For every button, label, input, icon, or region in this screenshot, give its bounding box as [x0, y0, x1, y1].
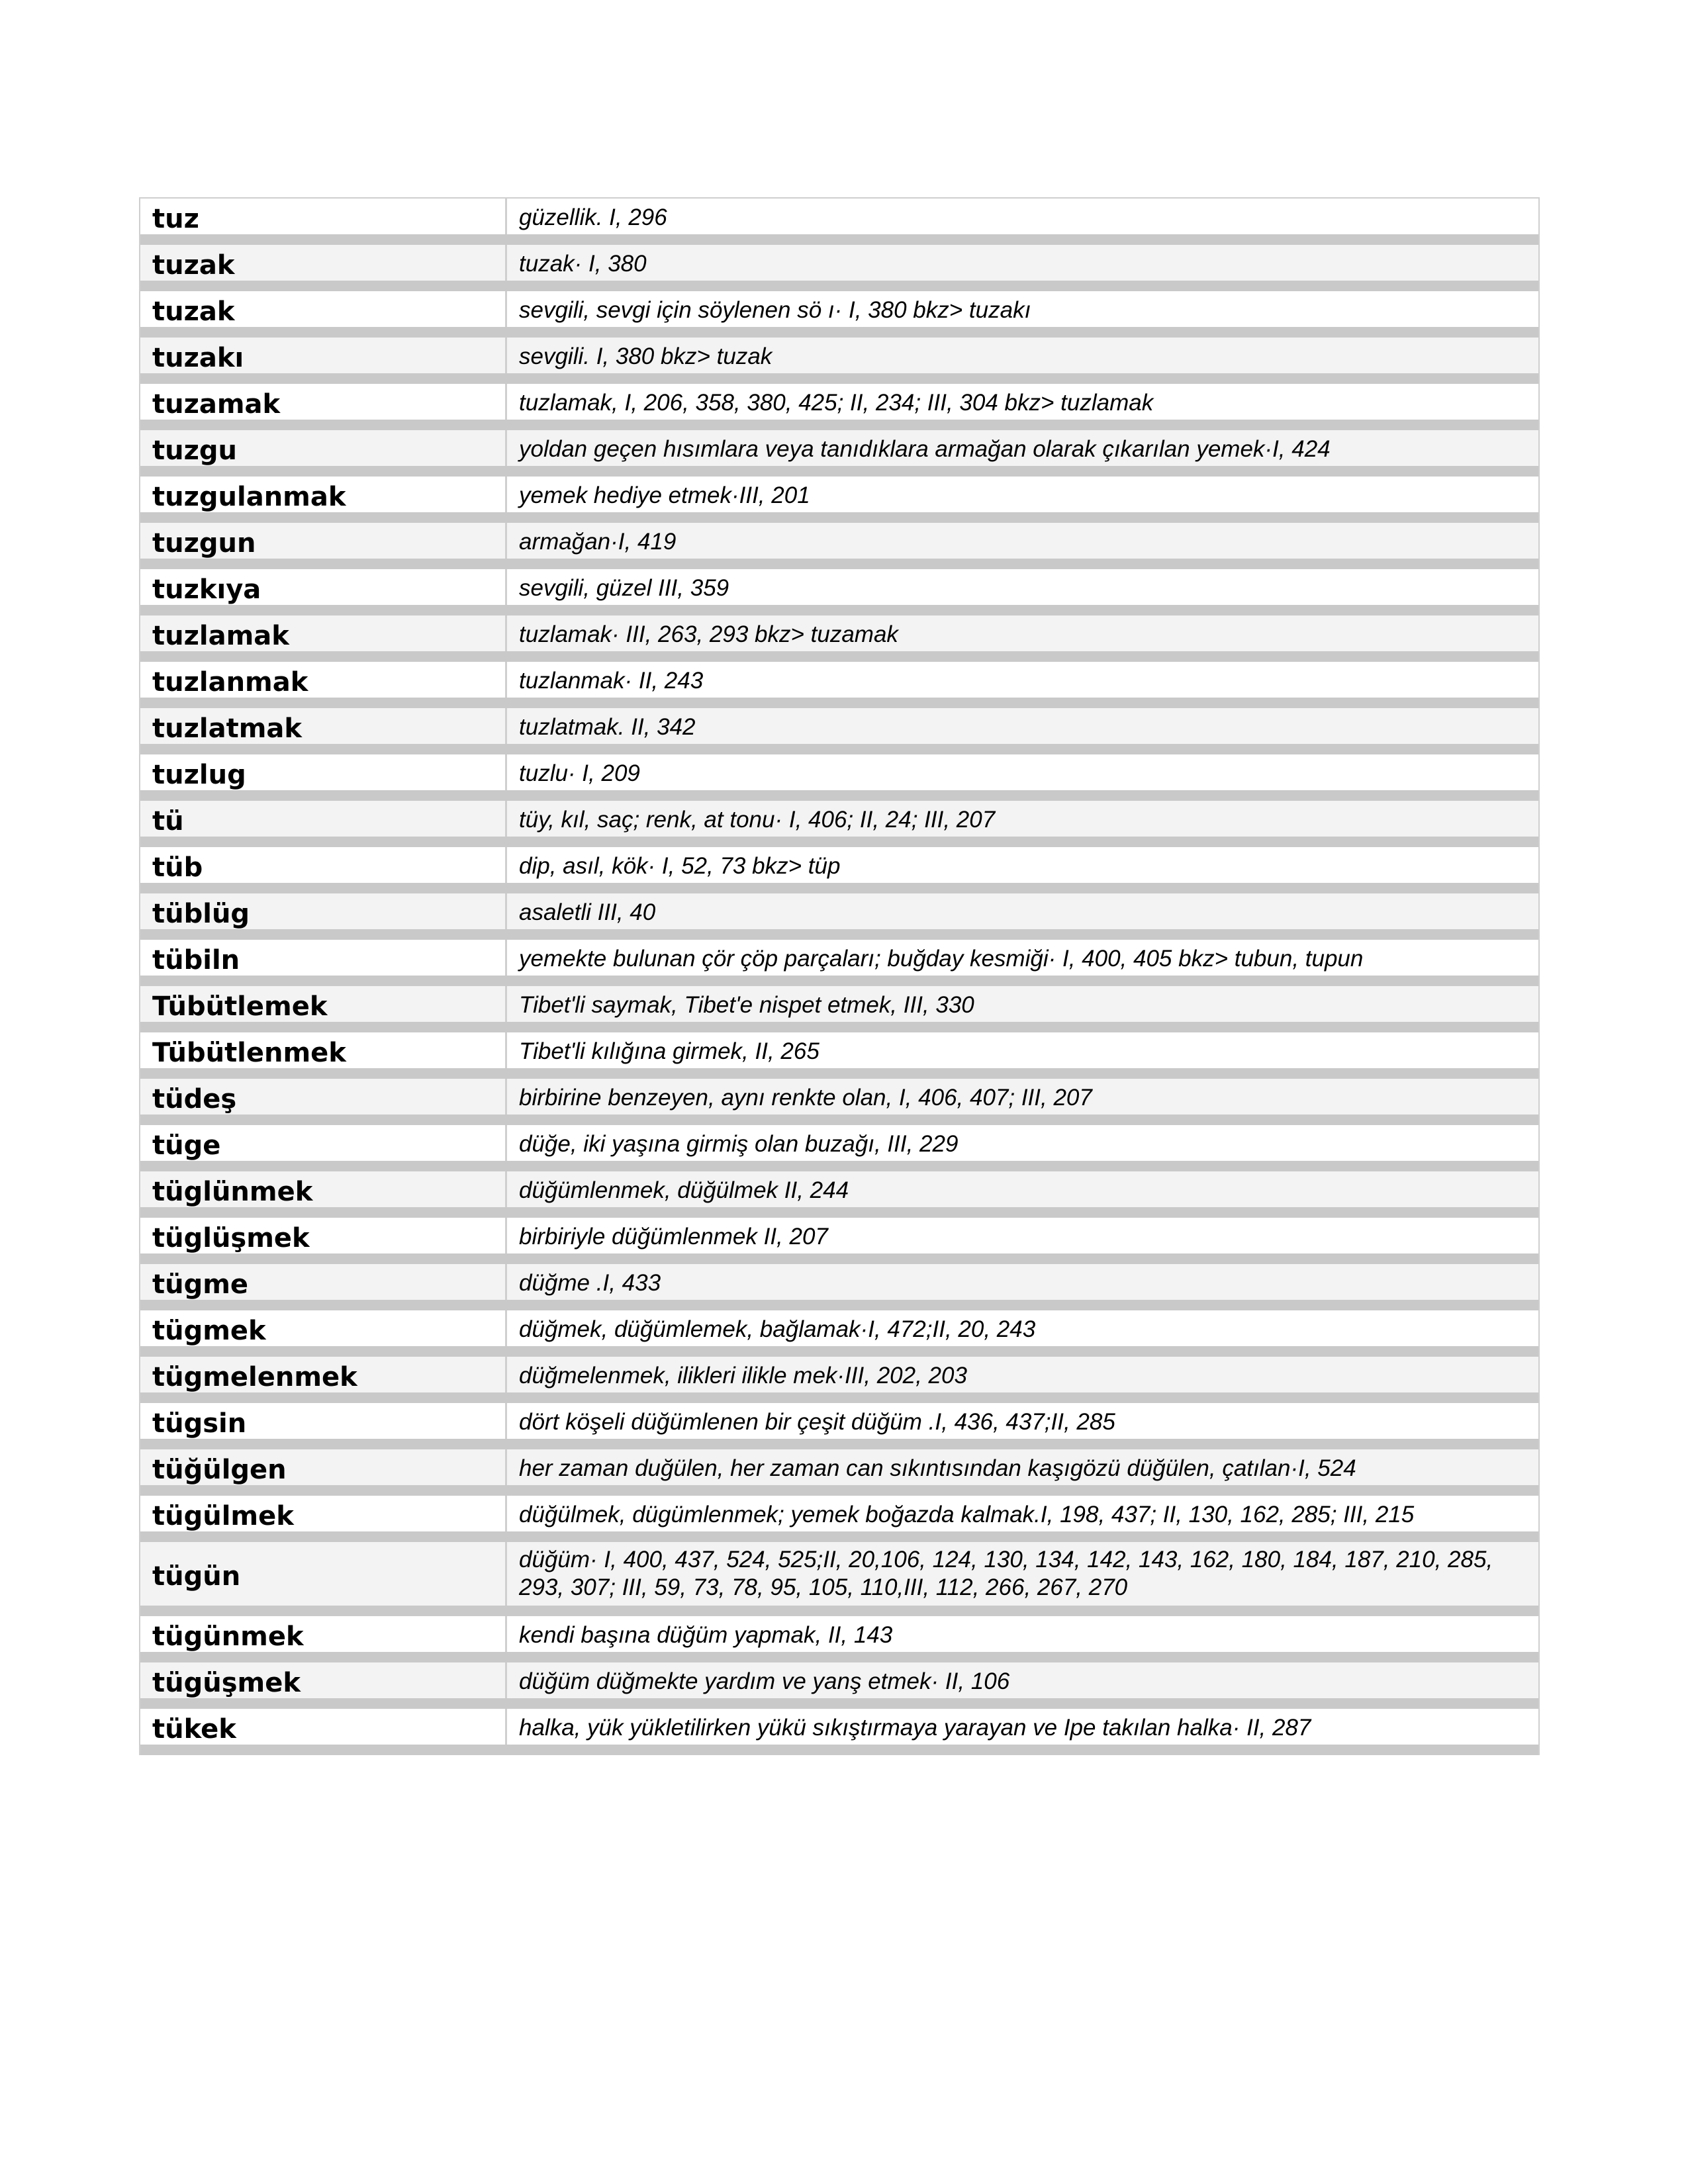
definition-cell: her zaman duğülen, her zaman can sıkıntısından kaşıgözü düğülen, çatılan·I, 524: [519, 1455, 1356, 1481]
definition-cell: Tibet'li kılığına girmek, II, 265: [519, 1038, 820, 1064]
definition-cell: dip, asıl, kök· I, 52, 73 bkz> tüp: [519, 853, 841, 879]
definition-cell: tuzlanmak· II, 243: [519, 668, 704, 694]
headword-cell: tügün: [140, 1542, 507, 1606]
headword-cell: tuz: [140, 199, 507, 234]
headword-cell: tüb: [140, 847, 507, 883]
headword-cell: tüğülgen: [140, 1449, 507, 1485]
headword-cell: tuzkıya: [140, 569, 507, 605]
table-row: [140, 1125, 1538, 1171]
table-row: [140, 893, 1538, 940]
dictionary-table: [139, 197, 1540, 1755]
table-row: [140, 708, 1538, 754]
table-row: [140, 940, 1538, 986]
headword-cell: tübiln: [140, 940, 507, 976]
table-row: [140, 1496, 1538, 1542]
headword-cell: tuzamak: [140, 384, 507, 420]
table-row: [140, 245, 1538, 291]
table-row: [140, 569, 1538, 615]
headword-cell: tügmek: [140, 1310, 507, 1346]
definition-cell: güzellik. I, 296: [519, 205, 667, 230]
headword-cell: tüge: [140, 1125, 507, 1161]
definition-cell: düğmelenmek, ilikleri ilikle mek·III, 202, 203: [519, 1363, 967, 1388]
headword-cell: tuzgulanmak: [140, 477, 507, 512]
headword-cell: tüdeş: [140, 1079, 507, 1115]
headword-cell: tügmelenmek: [140, 1357, 507, 1392]
definition-cell: tuzak· I, 380: [519, 251, 647, 277]
definition-cell: düğülmek, dügümlenmek; yemek boğazda kalmak.I, 198, 437; II, 130, 162, 285; III, 215: [519, 1502, 1415, 1527]
headword-cell: tuzgun: [140, 523, 507, 559]
table-row: [140, 754, 1538, 801]
headword-cell: tügüşmek: [140, 1662, 507, 1698]
definition-cell: tuzlatmak. II, 342: [519, 714, 696, 740]
definition-cell: birbiriyle düğümlenmek II, 207: [519, 1224, 828, 1250]
headword-cell: tuzlug: [140, 754, 507, 790]
table-row: [140, 384, 1538, 430]
definition-cell: sevgili, sevgi için söylenen sö ı· I, 380 bkz> tuzakı: [519, 297, 1031, 323]
table-row: [140, 1449, 1538, 1496]
headword-cell: tuzlanmak: [140, 662, 507, 698]
table-row: [140, 1403, 1538, 1449]
table-row: [140, 1709, 1538, 1755]
definition-cell: düğüm· I, 400, 437, 524, 525;II, 20,106, 124, 130, 134, 142, 143, 162, 180, 184, 187, 210, 285, 293, 307; III, 59, 73, 78, 95, 105, 110,III, 112, 266, 267, 270: [519, 1547, 1493, 1600]
headword-cell: tuzlatmak: [140, 708, 507, 744]
headword-cell: tuzak: [140, 291, 507, 327]
table-row: [140, 1264, 1538, 1310]
table-row: [140, 1171, 1538, 1218]
definition-cell: tuzlu· I, 209: [519, 760, 640, 786]
headword-cell: tüglüşmek: [140, 1218, 507, 1253]
definition-cell: asaletli III, 40: [519, 899, 656, 925]
table-row: [140, 847, 1538, 893]
definition-cell: sevgili, güzel III, 359: [519, 575, 729, 601]
table-row: [140, 1616, 1538, 1662]
definition-cell: düğümlenmek, düğülmek II, 244: [519, 1177, 849, 1203]
table-row: [140, 1079, 1538, 1125]
table-row: [140, 662, 1538, 708]
definition-cell: tüy, kıl, saç; renk, at tonu· I, 406; II, 24; III, 207: [519, 807, 996, 833]
definition-cell: Tibet'li saymak, Tibet'e nispet etmek, III, 330: [519, 992, 974, 1018]
table-row: [140, 477, 1538, 523]
headword-cell: tügünmek: [140, 1616, 507, 1652]
table-row: [140, 986, 1538, 1032]
table-row: [140, 801, 1538, 847]
definition-cell: sevgili. I, 380 bkz> tuzak: [519, 343, 773, 369]
table-row: [140, 615, 1538, 662]
headword-cell: tügsin: [140, 1403, 507, 1439]
table-row: [140, 430, 1538, 477]
table-row: [140, 291, 1538, 338]
headword-cell: tü: [140, 801, 507, 837]
table-row: [140, 1032, 1538, 1079]
headword-cell: tüglünmek: [140, 1171, 507, 1207]
definition-cell: kendi başına düğüm yapmak, II, 143: [519, 1622, 893, 1648]
definition-cell: tuzlamak· III, 263, 293 bkz> tuzamak: [519, 621, 898, 647]
definition-cell: dört köşeli düğümlenen bir çeşit düğüm .I, 436, 437;II, 285: [519, 1409, 1115, 1435]
headword-cell: tuzgu: [140, 430, 507, 466]
definition-cell: yemekte bulunan çör çöp parçaları; buğday kesmiği· I, 400, 405 bkz> tubun, tupun: [519, 946, 1364, 972]
headword-cell: Tübütlemek: [140, 986, 507, 1022]
headword-cell: Tübütlenmek: [140, 1032, 507, 1068]
definition-cell: birbirine benzeyen, aynı renkte olan, I, 406, 407; III, 207: [519, 1085, 1092, 1111]
definition-cell: düğe, iki yaşına girmiş olan buzağı, III, 229: [519, 1131, 959, 1157]
table-row: [140, 1357, 1538, 1403]
definition-cell: armağan·I, 419: [519, 529, 677, 555]
definition-cell: halka, yük yükletilirken yükü sıkıştırmaya yarayan ve Ipe takılan halka· II, 287: [519, 1715, 1311, 1741]
headword-cell: tuzlamak: [140, 615, 507, 651]
definition-cell: düğme .I, 433: [519, 1270, 661, 1296]
headword-cell: tüblüg: [140, 893, 507, 929]
definition-cell: yemek hediye etmek·III, 201: [519, 482, 810, 508]
table-row: [140, 199, 1538, 245]
definition-cell: düğmek, düğümlemek, bağlamak·I, 472;II, 20, 243: [519, 1316, 1036, 1342]
definition-cell: yoldan geçen hısımlara veya tanıdıklara armağan olarak çıkarılan yemek·I, 424: [519, 436, 1331, 462]
table-row: [140, 1662, 1538, 1709]
headword-cell: tükek: [140, 1709, 507, 1745]
table-row: [140, 1218, 1538, 1264]
definition-cell: tuzlamak, I, 206, 358, 380, 425; II, 234; III, 304 bkz> tuzlamak: [519, 390, 1154, 416]
headword-cell: tuzakı: [140, 338, 507, 373]
headword-cell: tuzak: [140, 245, 507, 281]
table-row: [140, 523, 1538, 569]
definition-cell: düğüm düğmekte yardım ve yanş etmek· II, 106: [519, 1668, 1010, 1694]
headword-cell: tügme: [140, 1264, 507, 1300]
headword-cell: tügülmek: [140, 1496, 507, 1531]
table-row: [140, 338, 1538, 384]
table-row: [140, 1542, 1538, 1616]
table-row: [140, 1310, 1538, 1357]
